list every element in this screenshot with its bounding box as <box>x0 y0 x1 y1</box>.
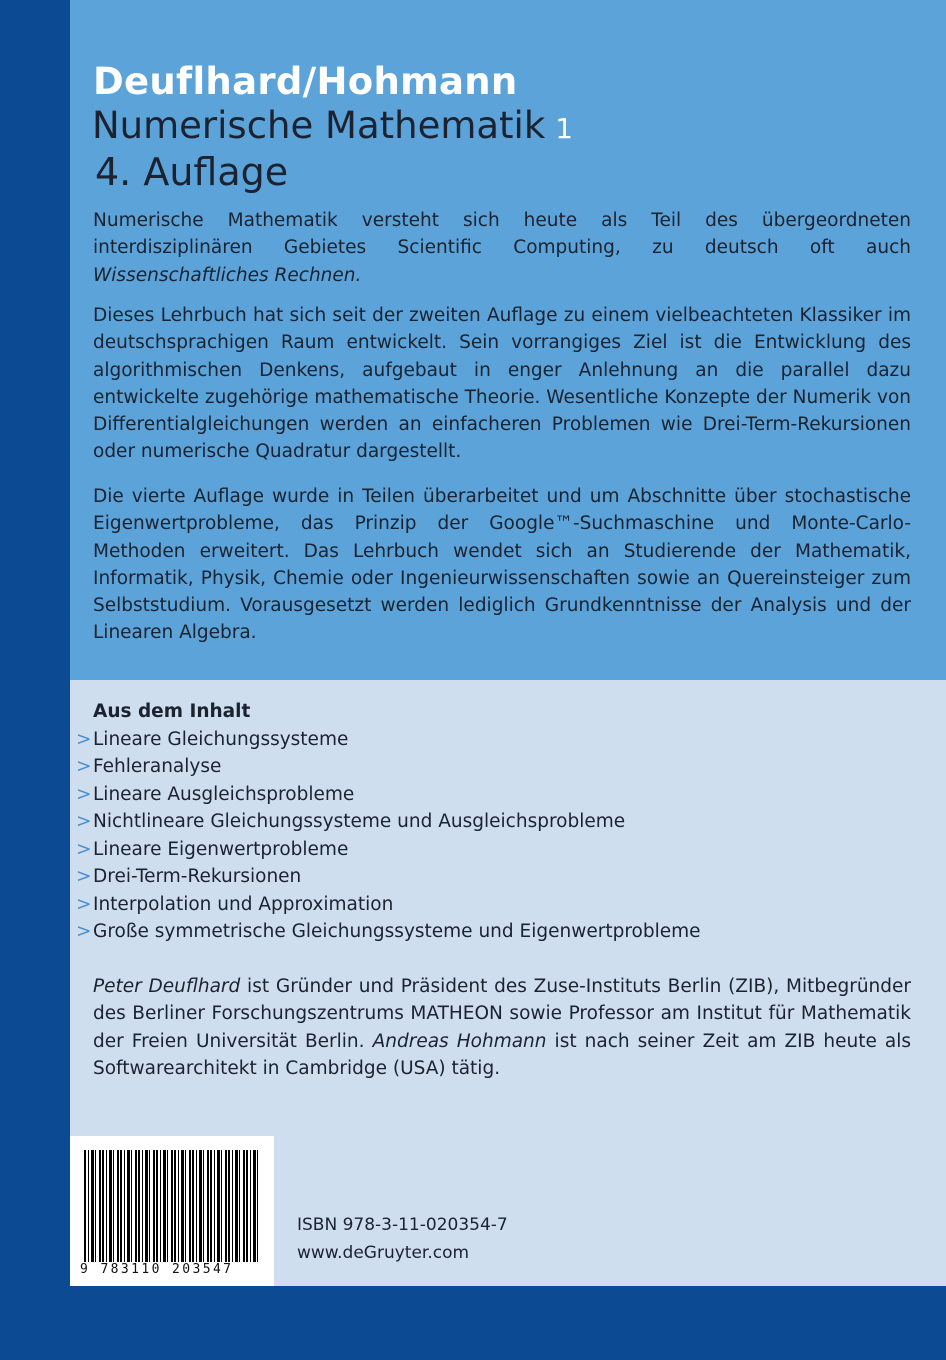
contents-item-label: Lineare Gleichungssysteme <box>93 728 349 750</box>
contents-item-label: Nichtlineare Gleichungssysteme und Ausgleichsprobleme <box>93 811 626 832</box>
contents-item-label: Drei-Term-Rekursionen <box>93 866 302 887</box>
contents-item <box>76 726 916 754</box>
contents-item <box>76 781 916 809</box>
contents-item-label: Interpolation und Approximation <box>93 893 394 915</box>
publisher-url: www.deGruyter.com <box>297 1243 470 1263</box>
contents-list <box>76 698 916 946</box>
chevron-right-icon: > <box>76 921 92 942</box>
author-bio-text-2: ist nach seiner Zeit am ZIB heute als Softwarearchitekt in Cambridge (USA) tätig. <box>93 1030 911 1079</box>
intro-paragraph-3: Die vierte Auflage wurde in Teilen überarbeitet und um Abschnitte über stochastische Eigenwertprobleme, das Prinzip der Google™-Suchmaschine und Monte-Carlo-Methoden erweitert. Das Lehrbuch wendet sich an Studierende der Mathematik, Informatik, Physik, Chemie oder Ingenieurwissenschaften sowie an Quereinsteiger zum Selbststudium. Vorausgesetzt werden lediglich Grundkenntnisse der Analysis und der Linearen Algebra. <box>93 486 911 644</box>
contents-item-label: Lineare Ausgleichsprobleme <box>93 783 355 805</box>
volume-number: 1 <box>555 112 574 145</box>
book-edition: 4. Auflage <box>95 150 289 194</box>
author-name-1: Peter Deuflhard <box>93 976 241 997</box>
intro-paragraph-1 <box>93 207 911 289</box>
publisher-info <box>297 1211 508 1267</box>
chevron-right-icon: > <box>76 728 92 750</box>
chevron-right-icon: > <box>76 811 92 832</box>
intro-paragraph-2: Dieses Lehrbuch hat sich seit der zweiten Auflage zu einem vielbeachteten Klassiker im deutschsprachigen Raum entwickelt. Sein vorrangiges Ziel ist die Entwicklung des algorithmischen Denkens, aufgebaut in enger Anlehnung an die parallel dazu entwickelte zugehörige mathematische Theorie. Wesentliche Konzepte der Numerik von Differentialgleichungen werden an einfacheren Problemen wie Drei-Term-Rekursionen oder numerische Quadratur dargestellt. <box>93 305 911 463</box>
contents-item-label: Große symmetrische Gleichungssysteme und Eigenwertprobleme <box>93 921 701 942</box>
chevron-right-icon: > <box>76 838 92 860</box>
chevron-right-icon: > <box>76 866 92 887</box>
contents-item <box>76 918 916 946</box>
intro-paragraph-1-italic: Wissenschaftliches Rechnen. <box>93 264 362 286</box>
chevron-right-icon: > <box>76 783 92 805</box>
isbn-number: ISBN 978-3-11-020354-7 <box>297 1215 508 1235</box>
author-bio <box>93 973 911 1082</box>
contents-heading: Aus dem Inhalt <box>93 701 251 722</box>
barcode-icon <box>84 1150 260 1262</box>
intro-paragraph-1-text: Numerische Mathematik versteht sich heute als Teil des übergeordneten interdisziplinären Gebietes Scientific Computing, zu deutsch oft auch <box>93 210 911 259</box>
chevron-right-icon: > <box>76 756 92 777</box>
contents-item <box>76 753 916 781</box>
book-authors: Deuflhard/Hohmann <box>93 60 518 103</box>
book-title-text: Numerische Mathematik <box>92 104 546 147</box>
author-name-2: Andreas Hohmann <box>372 1030 547 1052</box>
contents-item <box>76 808 916 836</box>
chevron-right-icon: > <box>76 893 92 915</box>
contents-item-label: Fehleranalyse <box>93 756 222 777</box>
barcode <box>70 1136 274 1286</box>
contents-item <box>76 863 916 891</box>
book-title <box>92 104 573 147</box>
contents-item <box>76 836 916 864</box>
author-bio-text-1: ist Gründer und Präsident des Zuse-Instituts Berlin (ZIB), Mitbegründer des Berliner Forschungszentrums MATHEON sowie Professor am Institut für Mathematik der Freien Universität Berlin. <box>93 976 912 1052</box>
contents-item-label: Lineare Eigenwertprobleme <box>93 838 349 860</box>
contents-item <box>76 891 916 919</box>
barcode-digits: 9 783110 203547 <box>80 1262 234 1277</box>
